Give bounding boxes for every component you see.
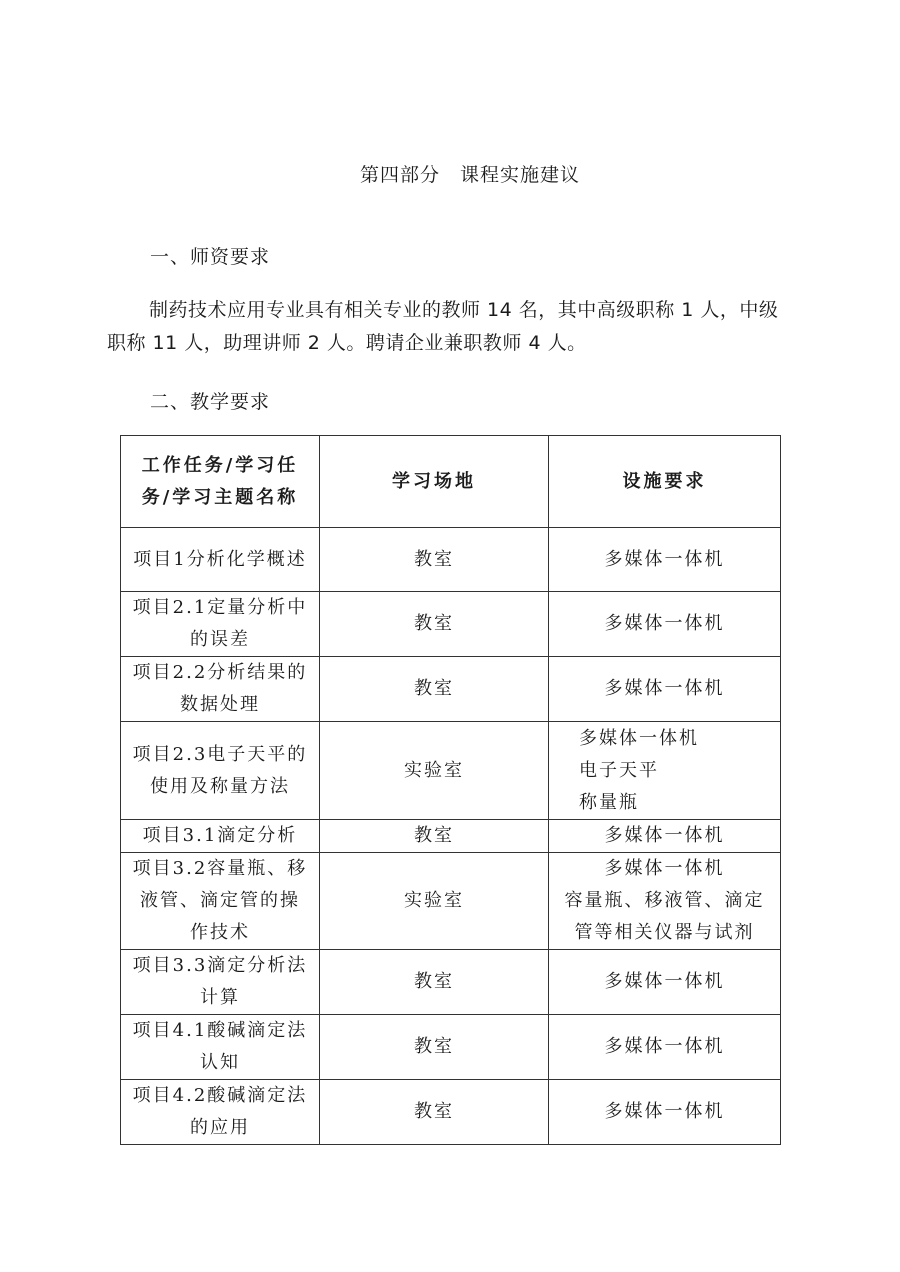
table-header-row: [121, 436, 781, 528]
table-row: [121, 820, 781, 853]
facilities-cell: 多媒体一体机: [549, 528, 781, 592]
section-heading-faculty: 一、师资要求: [150, 246, 271, 268]
table-row: [121, 950, 781, 1015]
page-title: 第四部分 课程实施建议: [359, 164, 580, 186]
facilities-cell: [549, 853, 781, 950]
task-cell: 项目4.2酸碱滴定法的应用: [121, 1080, 320, 1145]
place-cell: 教室: [320, 820, 549, 853]
facility-item: 容量瓶、移液管、滴定管等相关仪器与试剂: [564, 890, 765, 943]
section-heading-teaching: 二、教学要求: [150, 391, 271, 413]
header-place: 学习场地: [320, 436, 549, 528]
header-facilities: 设施要求: [549, 436, 781, 528]
table-row: [121, 853, 781, 950]
facility-item: 称量瓶: [579, 791, 639, 813]
task-cell: 项目3.3滴定分析法计算: [121, 950, 320, 1015]
task-cell: 项目1分析化学概述: [121, 528, 320, 592]
table-row: [121, 1015, 781, 1080]
header-task: 工作任务/学习任务/学习主题名称: [121, 436, 320, 528]
teaching-requirements-table: [120, 435, 781, 1145]
facilities-cell: 多媒体一体机: [549, 1080, 781, 1145]
facilities-cell: 多媒体一体机: [549, 1015, 781, 1080]
task-cell: 项目2.1定量分析中的误差: [121, 592, 320, 657]
place-cell: 教室: [320, 528, 549, 592]
task-cell: 项目4.1酸碱滴定法认知: [121, 1015, 320, 1080]
table-row: [121, 1080, 781, 1145]
table-row: [121, 528, 781, 592]
facilities-cell: [549, 722, 781, 820]
facility-item: 多媒体一体机: [579, 727, 699, 749]
task-cell: 项目2.3电子天平的使用及称量方法: [121, 722, 320, 820]
place-cell: 教室: [320, 592, 549, 657]
task-cell: 项目3.1滴定分析: [121, 820, 320, 853]
facilities-cell: 多媒体一体机: [549, 592, 781, 657]
place-cell: 教室: [320, 950, 549, 1015]
table-row: [121, 657, 781, 722]
task-cell: 项目2.2分析结果的数据处理: [121, 657, 320, 722]
place-cell: 实验室: [320, 853, 549, 950]
facility-item: 多媒体一体机: [604, 858, 725, 879]
faculty-paragraph: 制药技术应用专业具有相关专业的教师 14 名，其中高级职称 1 人，中级职称 11 人，助理讲师 2 人。聘请企业兼职教师 4 人。: [107, 299, 779, 354]
place-cell: 教室: [320, 1080, 549, 1145]
facilities-cell: 多媒体一体机: [549, 950, 781, 1015]
facilities-cell: 多媒体一体机: [549, 657, 781, 722]
task-cell: 项目3.2容量瓶、移液管、滴定管的操作技术: [121, 853, 320, 950]
table-row: [121, 592, 781, 657]
place-cell: 实验室: [320, 722, 549, 820]
place-cell: 教室: [320, 657, 549, 722]
facilities-cell: 多媒体一体机: [549, 820, 781, 853]
table-row: [121, 722, 781, 820]
place-cell: 教室: [320, 1015, 549, 1080]
facility-item: 电子天平: [579, 759, 659, 781]
